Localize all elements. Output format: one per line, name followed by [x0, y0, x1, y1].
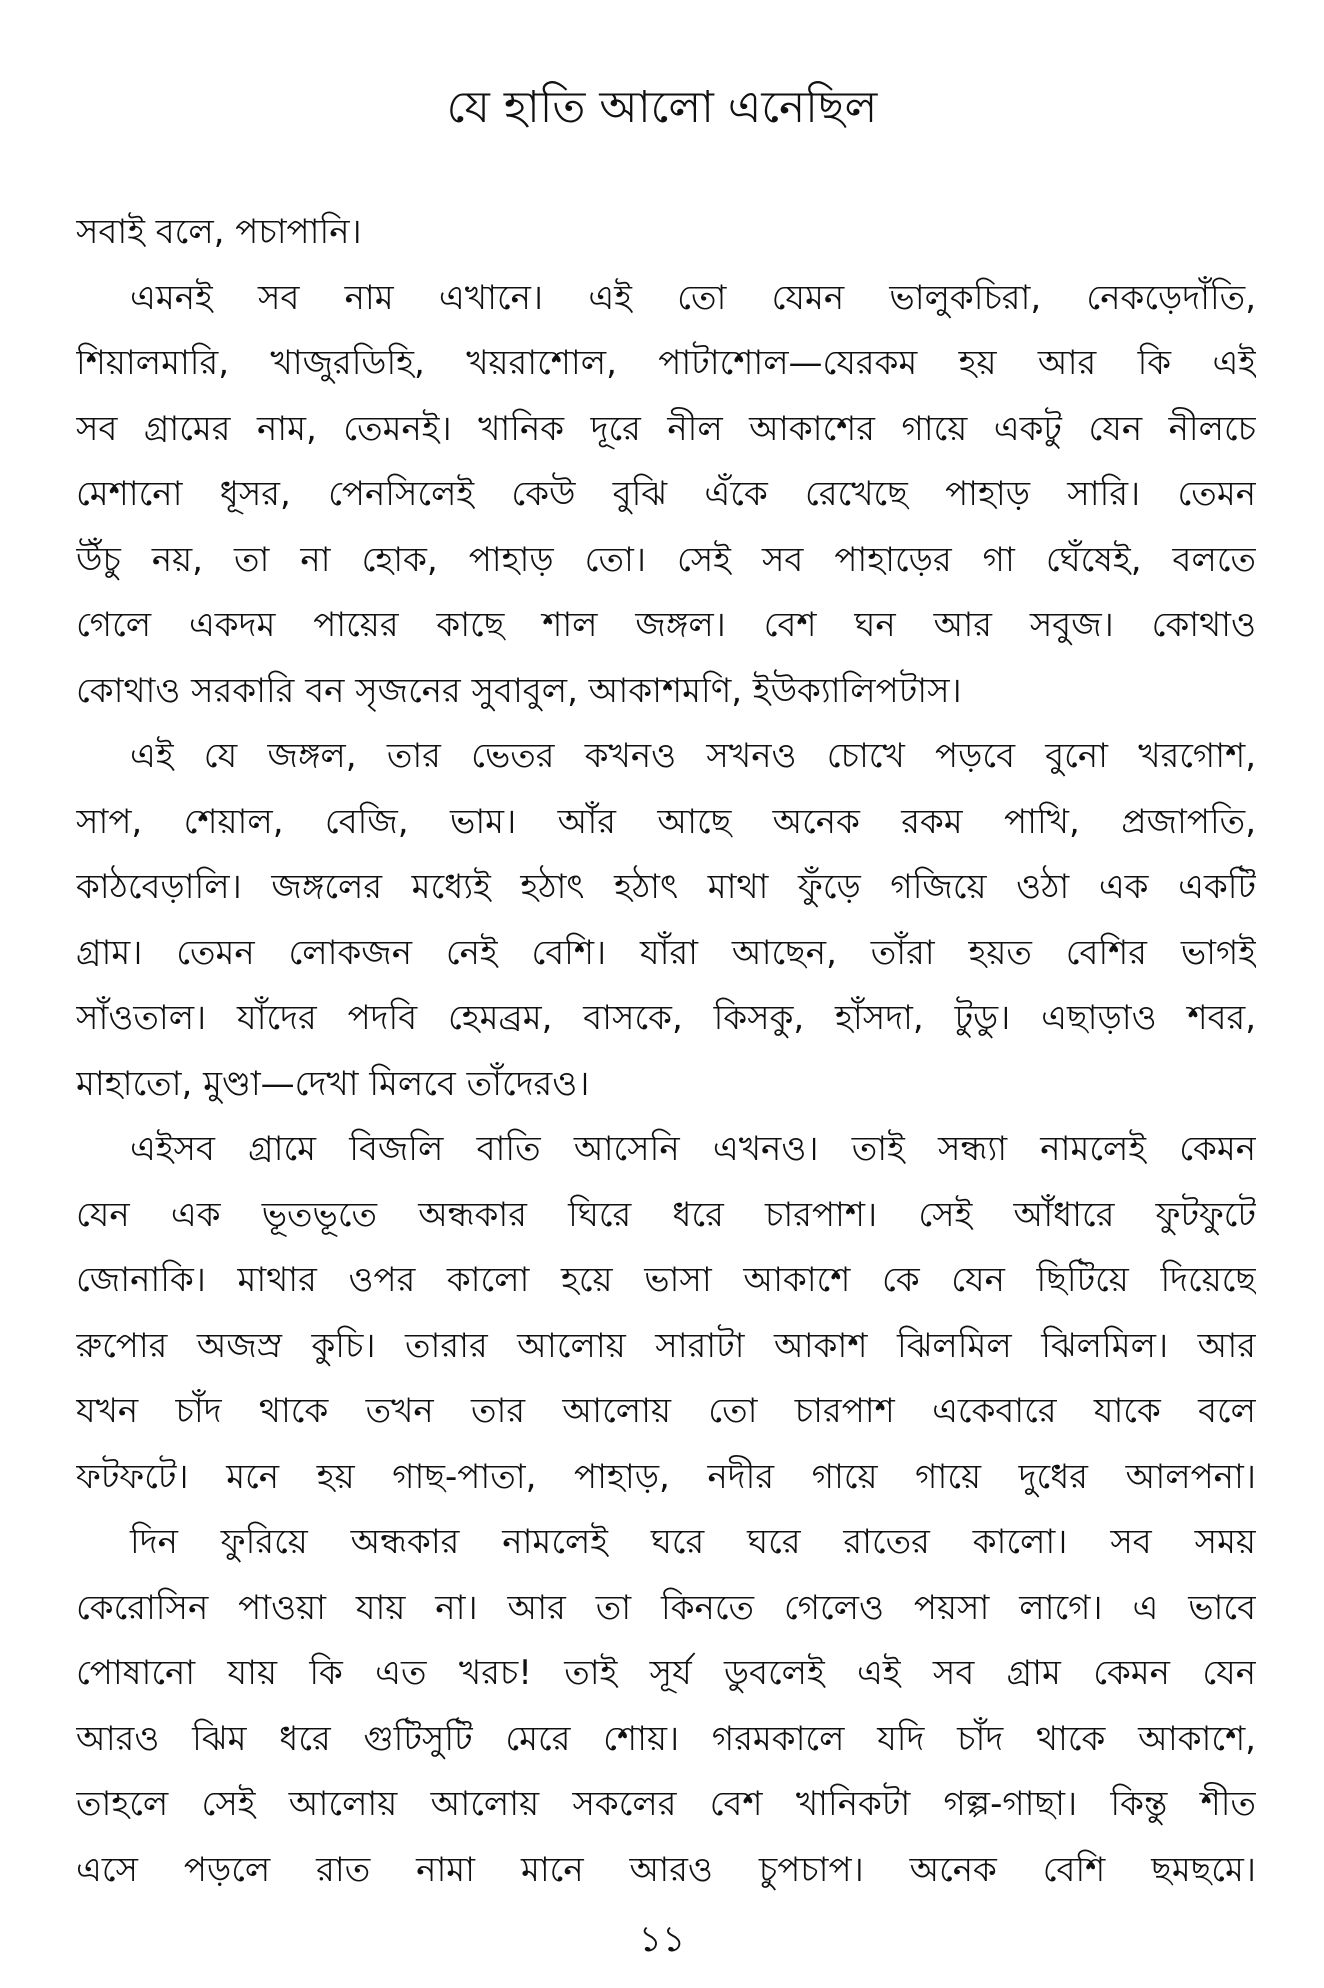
- text-line: গেলে একদম পায়ের কাছে শাল জঙ্গল। বেশ ঘন আর সবুজ। কোথাও: [76, 605, 1256, 645]
- page-number: ১১: [638, 1919, 686, 1960]
- text-line: মেশানো ধূসর, পেনসিলেই কেউ বুঝি এঁকে রেখেছে পাহাড় সারি। তেমন: [76, 474, 1256, 514]
- text-line: সাঁওতাল। যাঁদের পদবি হেমব্রম, বাসকে, কিসকু, হাঁসদা, টুডু। এছাড়াও শবর,: [76, 998, 1256, 1038]
- body-text: [76, 200, 1256, 1903]
- text-line: রুপোর অজস্র কুচি। তারার আলোয় সারাটা আকাশ ঝিলমিল ঝিলমিল। আর: [76, 1325, 1256, 1366]
- text-line: পোষানো যায় কি এত খরচ! তাই সূর্য ডুবলেই এই সব গ্রাম কেমন যেন: [76, 1653, 1256, 1693]
- text-line: এইসব গ্রামে বিজলি বাতি আসেনি এখনও। তাই সন্ধ্যা নামলেই কেমন: [130, 1129, 1256, 1169]
- text-line: যেন এক ভূতভূতে অন্ধকার ঘিরে ধরে চারপাশ। সেই আঁধারে ফুটফুটে: [76, 1194, 1256, 1235]
- text-line: কাঠবেড়ালি। জঙ্গলের মধ্যেই হঠাৎ হঠাৎ মাথা ফুঁড়ে গজিয়ে ওঠা এক একটি: [76, 867, 1256, 907]
- text-line: তাহলে সেই আলোয় আলোয় সকলের বেশ খানিকটা গল্প-গাছা। কিন্তু শীত: [76, 1784, 1256, 1824]
- text-line: সব গ্রামের নাম, তেমনই। খানিক দূরে নীল আকাশের গায়ে একটু যেন নীলচে: [76, 408, 1256, 449]
- text-line: এসে পড়লে রাত নামা মানে আরও চুপচাপ। অনেক বেশি ছমছমে।: [76, 1849, 1256, 1890]
- text-line: কোথাও সরকারি বন সৃজনের সুবাবুল, আকাশমণি, ইউক্যালিপটাস।: [76, 670, 962, 711]
- text-line: যখন চাঁদ থাকে তখন তার আলোয় তো চারপাশ একেবারে যাকে বলে: [76, 1391, 1256, 1431]
- text-line: উঁচু নয়, তা না হোক, পাহাড় তো। সেই সব পাহাড়ের গা ঘেঁষেই, বলতে: [76, 539, 1256, 580]
- text-line: শিয়ালমারি, খাজুরডিহি, খয়রাশোল, পাটাশোল—যেরকম হয় আর কি এই: [76, 343, 1256, 383]
- chapter-title: যে হাতি আলো এনেছিল: [446, 82, 878, 133]
- text-line: গ্রাম। তেমন লোকজন নেই বেশি। যাঁরা আছেন, তাঁরা হয়ত বেশির ভাগই: [76, 932, 1256, 973]
- text-line: সবাই বলে, পচাপানি।: [76, 212, 362, 252]
- text-line: এমনই সব নাম এখানে। এই তো যেমন ভালুকচিরা, নেকড়েদাঁতি,: [130, 277, 1256, 318]
- text-line: জোনাকি। মাথার ওপর কালো হয়ে ভাসা আকাশে কে যেন ছিটিয়ে দিয়েছে: [76, 1260, 1256, 1300]
- text-line: সাপ, শেয়াল, বেজি, ভাম। আঁর আছে অনেক রকম পাখি, প্রজাপতি,: [76, 801, 1256, 842]
- text-line: ফটফটে। মনে হয় গাছ-পাতা, পাহাড়, নদীর গায়ে গায়ে দুধের আলপনা।: [76, 1456, 1256, 1497]
- text-line: কেরোসিন পাওয়া যায় না। আর তা কিনতে গেলেও পয়সা লাগে। এ ভাবে: [76, 1587, 1256, 1628]
- text-line: আরও ঝিম ধরে গুটিসুটি মেরে শোয়। গরমকালে যদি চাঁদ থাকে আকাশে,: [76, 1718, 1256, 1759]
- text-line: মাহাতো, মুণ্ডা—দেখা মিলবে তাঁদেরও।: [76, 1063, 590, 1104]
- text-line: এই যে জঙ্গল, তার ভেতর কখনও সখনও চোখে পড়বে বুনো খরগোশ,: [130, 736, 1256, 776]
- text-line: দিন ফুরিয়ে অন্ধকার নামলেই ঘরে ঘরে রাতের কালো। সব সময়: [130, 1522, 1256, 1562]
